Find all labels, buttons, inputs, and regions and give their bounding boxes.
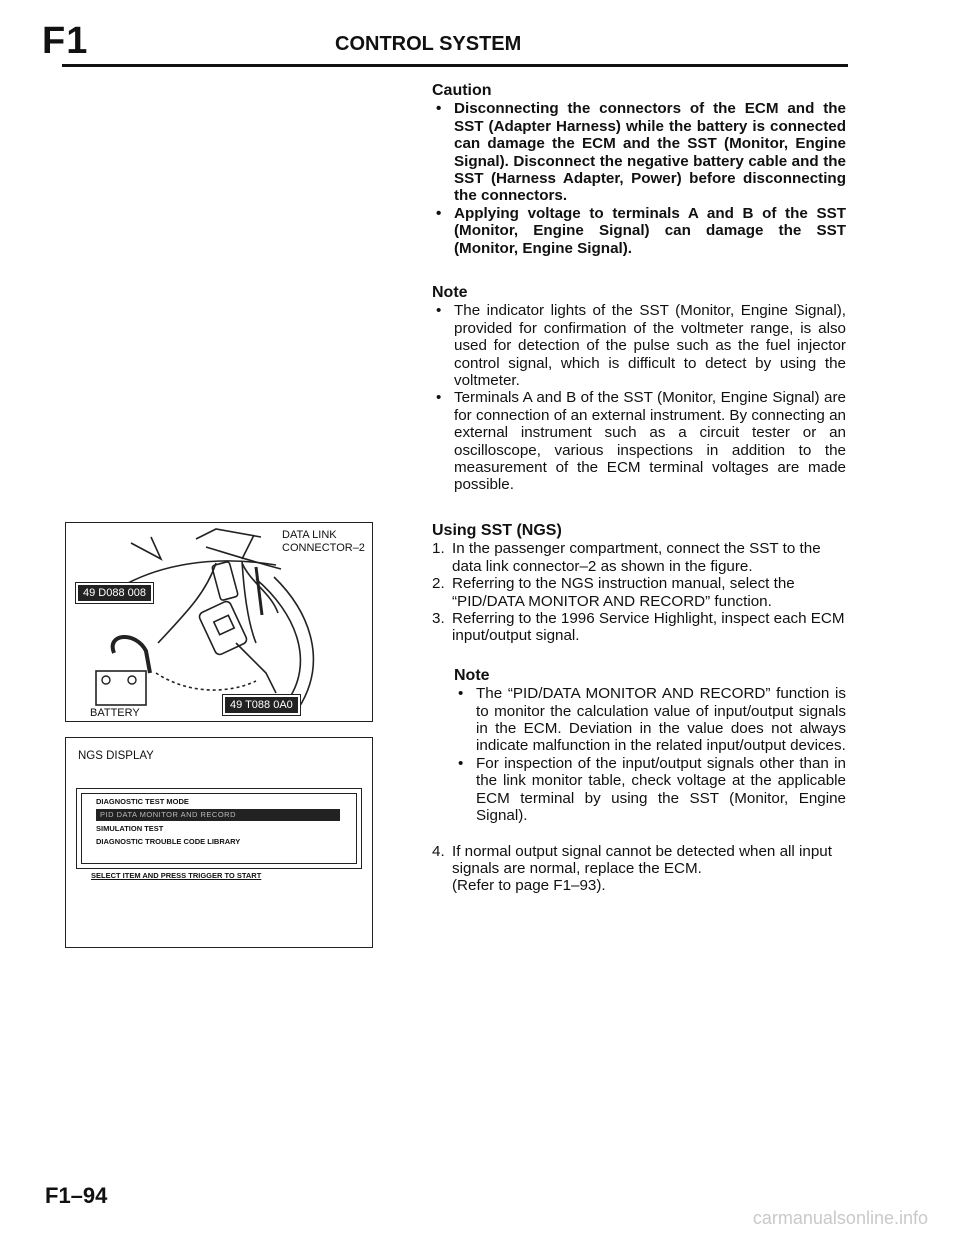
procedure-note-item: • The “PID/DATA MONITOR AND RECORD” function is to monitor the calculation value of input/output signals in the ECM. Deviation in the value does not always indicate malfunction in the related input/output devices. xyxy=(454,685,846,755)
ngs-screen-inner xyxy=(81,793,357,864)
caution-list xyxy=(432,100,846,257)
caution-block xyxy=(432,82,846,257)
battery-label: BATTERY xyxy=(90,707,140,719)
page-title: CONTROL SYSTEM xyxy=(335,33,522,55)
menu-item-pid-data-monitor xyxy=(96,809,340,821)
note-block xyxy=(432,284,846,494)
procedure-step xyxy=(432,540,846,575)
note-item: • The indicator lights of the SST (Monitor, Engine Signal), provided for confirmation of the voltmeter range, is also used for detection of the pulse such as the fuel injector control signal, which is difficult to detect by using the voltmeter. xyxy=(432,302,846,389)
procedure-note-heading: Note xyxy=(454,666,490,684)
page-reference: (Refer to page F1–93). xyxy=(452,877,606,895)
ngs-screen xyxy=(76,788,362,869)
procedure-steps xyxy=(432,540,846,644)
ngs-display-title: NGS DISPLAY xyxy=(78,750,154,762)
ngs-display-figure xyxy=(65,737,373,948)
step-number: 1. xyxy=(432,540,445,558)
procedure-note-item: • For inspection of the input/output signals other than in the link monitor table, check voltage at the applicable ECM terminal by using the SST (Monitor, Engine Signal). xyxy=(454,755,846,825)
procedure-step xyxy=(432,610,846,645)
procedure-block xyxy=(432,522,846,895)
procedure-step-final xyxy=(432,843,846,895)
procedure-heading: Using SST (NGS) xyxy=(432,522,562,539)
procedure-step xyxy=(432,575,846,610)
note-item: • Terminals A and B of the SST (Monitor, Engine Signal) are for connection of an external instrument. By connecting an external instrument such as a circuit tester or an oscilloscope, various inspections in addition to the measurement of the ECM terminal voltages are made possible. xyxy=(432,389,846,493)
step-text: Referring to the NGS instruction manual, select the “PID/DATA MONITOR AND RECORD” function. xyxy=(452,575,795,610)
step-text: In the passenger compartment, connect the SST to the data link connector–2 as shown in the figure. xyxy=(452,540,821,575)
menu-item-pid-data-monitor-label: PID DATA MONITOR AND RECORD xyxy=(100,810,237,819)
connector-label: DATA LINK CONNECTOR–2 xyxy=(282,529,365,554)
watermark: carmanualsonline.info xyxy=(752,1208,928,1228)
step-number: 2. xyxy=(432,575,445,593)
menu-item-trouble-code-library: DIAGNOSTIC TROUBLE CODE LIBRARY xyxy=(96,837,241,846)
adapter-tag: 49 D088 008 xyxy=(76,583,153,603)
step-number: 4. xyxy=(432,842,445,860)
menu-item-simulation-test: SIMULATION TEST xyxy=(96,824,164,833)
ngs-footer-prompt: SELECT ITEM AND PRESS TRIGGER TO START xyxy=(91,871,262,880)
step-text: Referring to the 1996 Service Highlight, inspect each ECM input/output signal. xyxy=(452,610,845,645)
caution-item: • Applying voltage to terminals A and B of the SST (Monitor, Engine Signal) can damage the SST (Monitor, Engine Signal). xyxy=(432,205,846,257)
page-number: F1–94 xyxy=(45,1183,108,1208)
procedure-step xyxy=(432,843,846,895)
sst-connection-figure xyxy=(65,522,373,722)
note-list xyxy=(432,302,846,493)
section-tag: F1 xyxy=(42,20,89,62)
caution-item: • Disconnecting the connectors of the ECM and the SST (Adapter Harness) while the battery is connected can damage the ECM and the SST (Monitor, Engine Signal). Disconnect the negative battery cable and the SST (Harness Adapter, Power) before disconnecting the connectors. xyxy=(432,100,846,204)
step-text: If normal output signal cannot be detected when all input signals are normal, replace the ECM. xyxy=(452,842,832,877)
note-heading: Note xyxy=(432,284,468,301)
menu-item-diagnostic-test-mode: DIAGNOSTIC TEST MODE xyxy=(96,797,189,806)
step-number: 3. xyxy=(432,610,445,628)
monitor-tag: 49 T088 0A0 xyxy=(223,695,300,715)
procedure-note-list xyxy=(454,685,846,824)
procedure-note xyxy=(432,667,846,825)
header-rule xyxy=(62,64,848,67)
caution-heading: Caution xyxy=(432,82,492,99)
